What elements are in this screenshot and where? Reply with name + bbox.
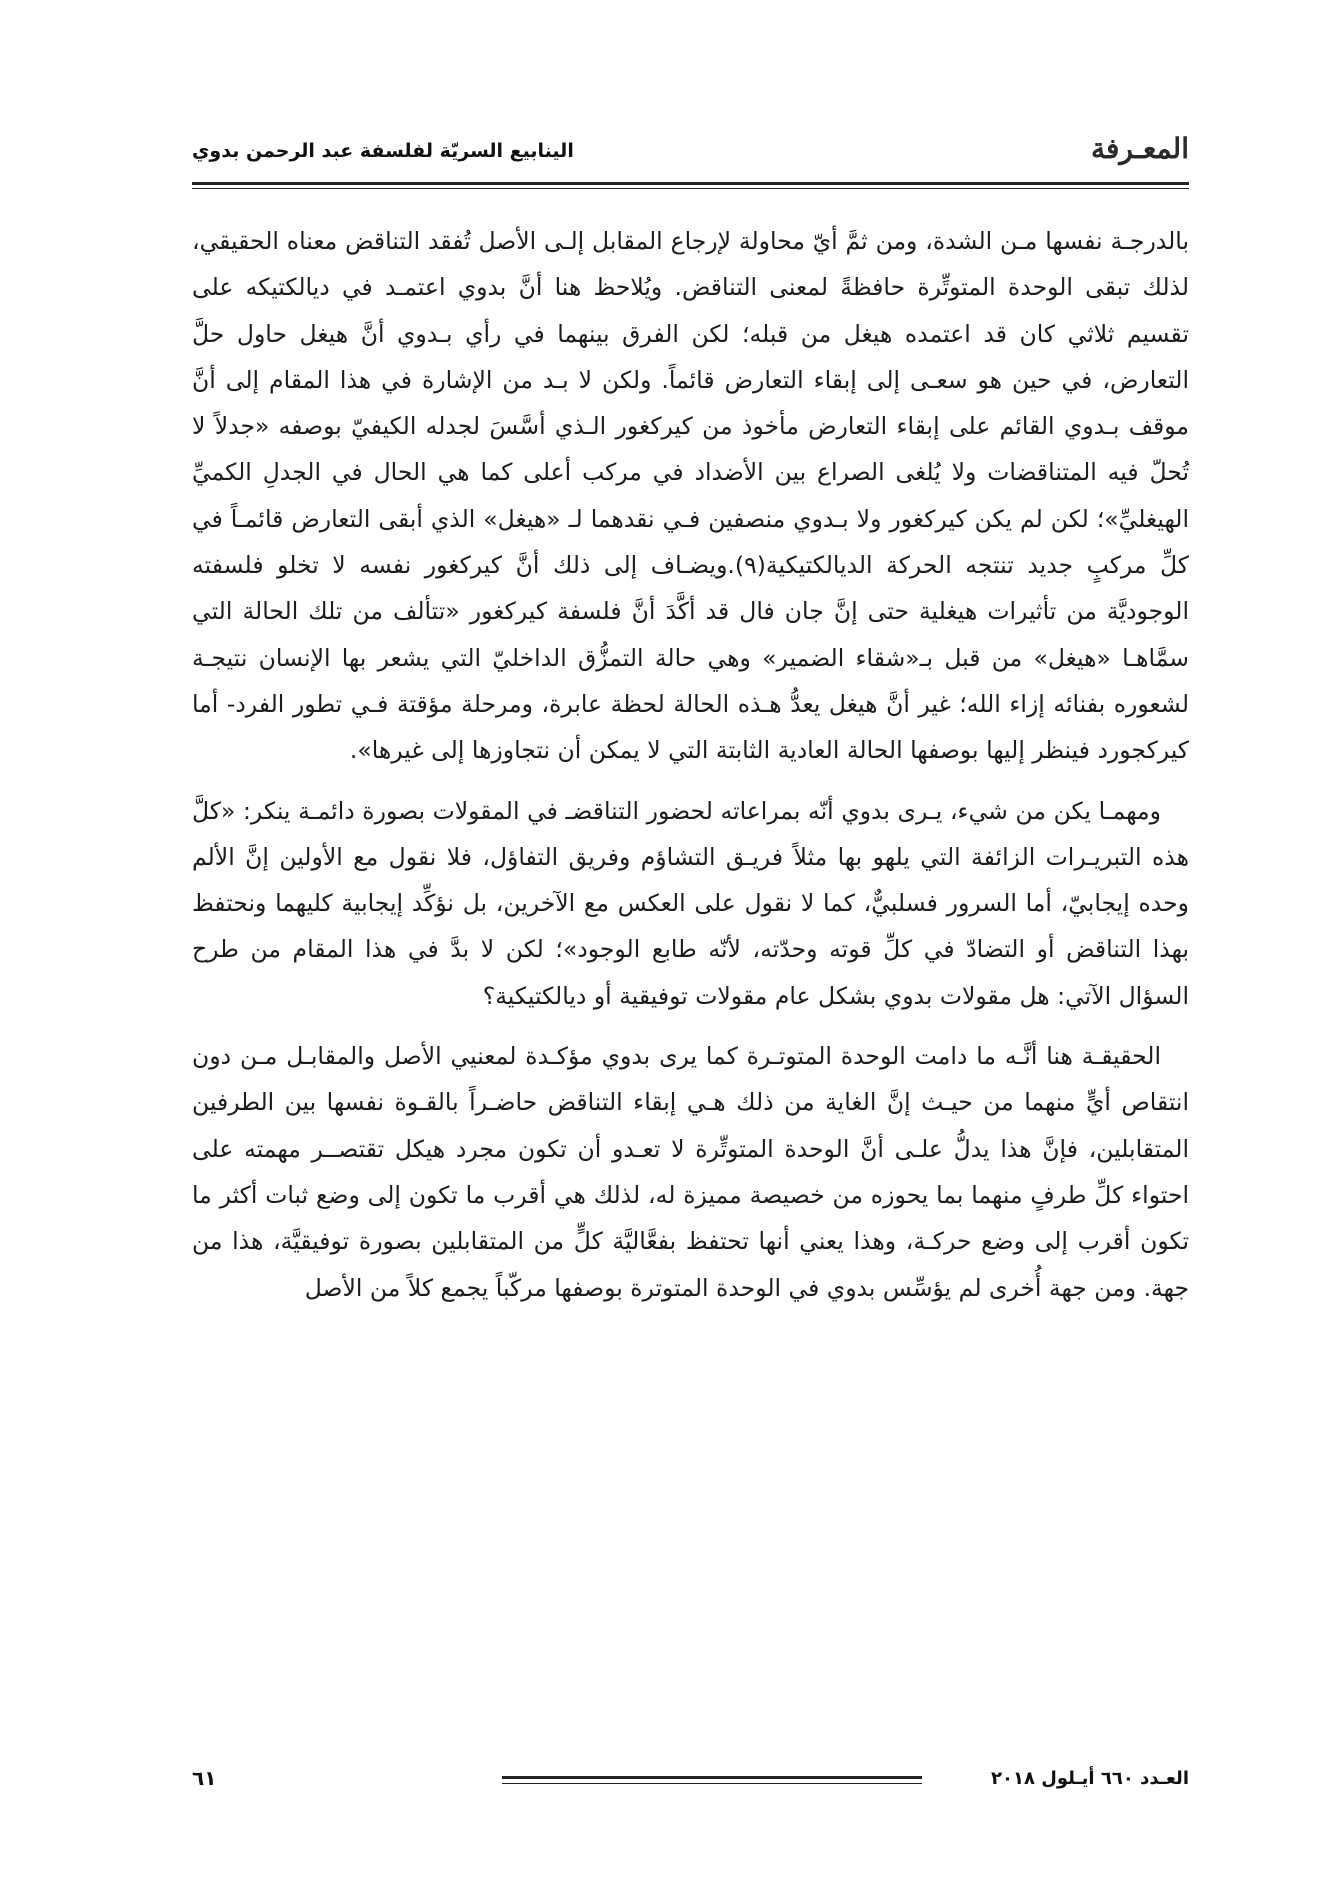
page-number: ٦١: [192, 1766, 217, 1790]
issue-info: العـدد ٦٦٠ أيـلول ٢٠١٨: [991, 1768, 1189, 1789]
running-title: الينابيع السريّة لفلسفة عبد الرحمن بدوي: [192, 140, 574, 162]
paragraph-1: بالدرجـة نفسها مـن الشدة، ومن ثمَّ أيّ محاولة لإرجاع المقابل إلـى الأصل تُفقد التناقض معناه الحقيقي، لذلك تبقى الوحدة المتوتِّرة حافظةً لمعنى التناقض. ويُلاحظ هنا أنَّ بدوي اعتمـد في ديالكتيكه على تقسيم ثلاثي كان قد اعتمده هيغل من قبله؛ لكن الفرق بينهما في رأي بـدوي أنَّ هيغل حاول حلَّ التعارض، في حين هو سعـى إلى إبقاء التعارض قائماً. ولكن لا بـد من الإشارة في هذا المقام إلى أنَّ موقف بـدوي القائم على إبقاء التعارض مأخوذ من كيركغور الـذي أسَّسَ لجدله الكيفيّ بوصفه «جدلاً لا تُحلّ فيه المتناقضات ولا يُلغى الصراع بين الأضداد في مركب أعلى كما هي الحال في الجدلِ الكميِّ الهيغليِّ»؛ لكن لم يكن كيركغور ولا بـدوي منصفين فـي نقدهما لـ «هيغل» الذي أبقى التعارض قائمـاً في كلِّ مركبٍ جديد تنتجه الحركة الديالكتيكية(٩).ويضـاف إلى ذلك أنَّ كيركغور نفسه لا تخلو فلسفته الوجوديَّة من تأثيرات هيغلية حتى إنَّ جان فال قد أكَّدَ أنَّ فلسفة كيركغور «تتألف من تلك الحالة التي سمَّاهـا «هيغل» من قبل بـ«شقاء الضمير» وهي حالة التمزُّق الداخليّ التي يشعر بها الإنسان نتيجـة لشعوره بفنائه إزاء الله؛ غير أنَّ هيغل يعدُّ هـذه الحالة لحظة عابرة، ومرحلة مؤقتة فـي تطور الفرد- أما كيركجورد فينظر إليها بوصفها الحالة العادية الثابتة التي لا يمكن أن نتجاوزها إلى غيرها».: [192, 227, 1189, 765]
header-rule: [192, 182, 1189, 185]
footer-rule-thin: [502, 1783, 922, 1784]
footer-rule: [502, 1776, 922, 1779]
header-rule-thin: [192, 188, 1189, 189]
paragraph-3: الحقيقـة هنا أنَّـه ما دامت الوحدة المتوتـرة كما يرى بدوي مؤكـدة لمعنيي الأصل والمقابـل مـن دون انتقاص أيٍّ منهما من حيـث إنَّ الغاية من ذلك هـي إبقاء التناقض حاضـراً بالقـوة نفسها بين الطرفين المتقابلين، فإنَّ هذا يدلُّ علـى أنَّ الوحدة المتوتِّرة لا تعـدو أن تكون مجرد هيكل تقتصــر مهمته على احتواء كلِّ طرفٍ منهما بما يحوزه من خصيصة مميزة له، لذلك هي أقرب ما تكون إلى وضع ثبات أكثر ما تكون أقرب إلى وضع حركـة، وهذا يعني أنها تحتفظ بفعَّاليَّة كلٍّ من المتقابلين بصورة توفيقيَّة، هذا من جهة. ومن جهة أُخرى لم يؤسِّس بدوي في الوحدة المتوترة بوصفها مركّباً يجمع كلاً من الأصل: [192, 1042, 1189, 1302]
paragraph-2: ومهمـا يكن من شيء، يـرى بدوي أنّه بمراعاته لحضور التناقضـ في المقولات بصورة دائمـة ينكر: «كلَّ هذه التبريـرات الزائفة التي يلهو بها مثلاً فريـق التشاؤم وفريق التفاؤل، فلا نقول مع الأولين إنَّ الألم وحده إيجابيّ، أما السرور فسلبيٌّ، كما لا نقول على العكس مع الآخرين، بل نؤكِّد إيجابية كليهما ونحتفظ بهذا التناقض أو التضادّ في كلِّ قوته وحدّته، لأنّه طابع الوجود»؛ لكن لا بدَّ في هذا المقام من طرح السؤال الآتي: هل مقولات بدوي بشكل عام مقولات توفيقية أو ديالكتيكية؟: [192, 796, 1189, 1010]
page-footer: [192, 1768, 1189, 1808]
magazine-logo: المعـرفة: [1090, 132, 1189, 165]
article-body: [192, 218, 1189, 1325]
page-header: [192, 120, 1189, 180]
